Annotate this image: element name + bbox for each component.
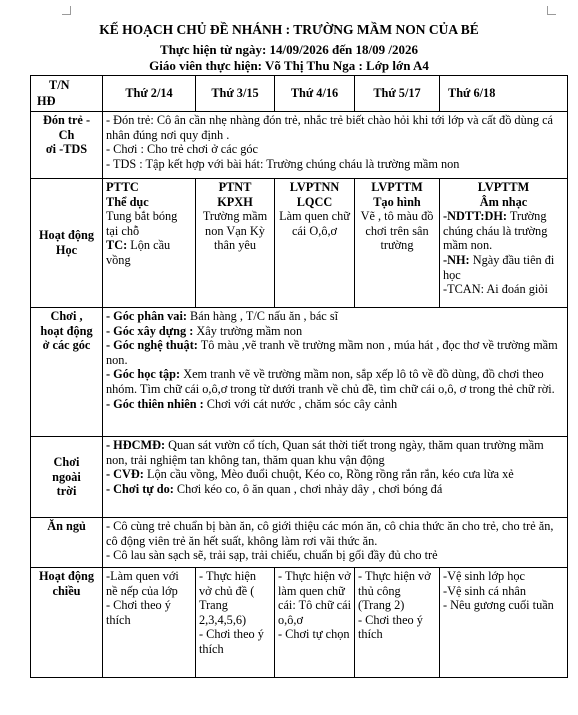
subject-code: LVPTNN bbox=[289, 180, 340, 194]
listen-label: -NH: bbox=[443, 252, 470, 267]
hoc-thu bbox=[355, 179, 440, 308]
subject-name: KPXH bbox=[217, 194, 253, 209]
label-line: Ch bbox=[58, 127, 75, 142]
activity-label: - Chơi tự do: bbox=[106, 481, 174, 496]
corner-label: - Góc nghệ thuật: bbox=[106, 338, 198, 353]
corner-bottom: HĐ bbox=[37, 94, 56, 108]
row-choi-goc bbox=[31, 308, 568, 437]
activity-label: - HĐCMĐ: bbox=[106, 438, 166, 452]
schedule-table bbox=[30, 75, 568, 678]
row-chieu bbox=[31, 568, 568, 678]
subject-code: LVPTTM bbox=[371, 180, 423, 194]
corner-text: Xây trường mầm non bbox=[193, 323, 303, 338]
text-line: - Cô lau sàn sạch sẽ, trải sạp, trải chiếu, chuẩn bị gối đầy đủ cho trẻ bbox=[106, 548, 438, 563]
teacher-info: Giáo viên thực hiện: Võ Thị Thu Nga : Lớp lớn A4 bbox=[149, 58, 429, 73]
content-don-tre bbox=[103, 112, 568, 179]
text-line: - Cô cùng trẻ chuẩn bị bàn ăn, cô giới thiệu các món ăn, cô chia thức ăn cho trẻ, cho trẻ ăn, cô động viên trẻ ăn hết suất, không làm rơi vãi thức ăn. bbox=[106, 519, 554, 548]
game-label: TC: bbox=[106, 238, 128, 253]
corner-top: T/N bbox=[49, 78, 70, 92]
subject-name: Thể dục bbox=[106, 194, 149, 209]
chieu-thu: - Thực hiện vở thủ công (Trang 2) - Chơi theo ý thích bbox=[355, 568, 440, 678]
subject-code: PTNT bbox=[218, 180, 252, 194]
row-an-ngu bbox=[31, 518, 568, 568]
lesson-text: Tung bắt bóng tại chỗ bbox=[106, 209, 178, 238]
corner-cell bbox=[31, 76, 103, 112]
day-header-wed: Thứ 4/16 bbox=[275, 76, 355, 112]
corner-label: - Góc thiên nhiên : bbox=[106, 396, 204, 411]
text-line: - TDS : Tập kết hợp với bài hát: Trường chúng cháu là trường mầm non bbox=[106, 156, 460, 171]
game-text: Lộn cầu vồng bbox=[106, 238, 171, 267]
corner-text: Chơi với cát nước , chăm sóc cây cảnh bbox=[203, 396, 398, 411]
hoc-mon bbox=[103, 179, 196, 308]
label-line: Đón trẻ - bbox=[42, 113, 91, 127]
label-line: Hoạt động bbox=[38, 228, 94, 243]
day-header-fri: Thứ 6/18 bbox=[440, 76, 568, 112]
label-line: Chơi bbox=[53, 455, 80, 470]
subject-name: Tạo hình bbox=[373, 194, 421, 209]
content-goc bbox=[103, 308, 568, 437]
listen-text: Ngày đầu tiên đi học bbox=[443, 252, 555, 282]
day-header-thu: Thứ 5/17 bbox=[355, 76, 440, 112]
chieu-wed: - Thực hiện vở làm quen chữ cái: Tô chữ cái o,ô,ơ - Chơi tự chọn bbox=[275, 568, 355, 678]
song-text: Trường chúng cháu là trường mầm non. bbox=[443, 209, 548, 253]
header-row bbox=[31, 76, 568, 112]
row-hoat-dong-hoc bbox=[31, 179, 568, 308]
day-header-mon: Thứ 2/14 bbox=[103, 76, 196, 112]
label-goc bbox=[31, 308, 103, 437]
subject-name: LQCC bbox=[296, 194, 333, 209]
label-line: trời bbox=[56, 484, 77, 499]
corner-label: - Góc phân vai: bbox=[106, 309, 187, 323]
label-line: chiều bbox=[52, 583, 81, 598]
label-line: Chơi , bbox=[50, 309, 83, 323]
page-corner-mark-left bbox=[62, 6, 71, 15]
activity-text: Chơi kéo co, ô ăn quan , chơi nhảy dây , chơi bóng đá bbox=[173, 481, 443, 496]
text-line: - Đón trẻ: Cô ân cần nhẹ nhàng đón trẻ, nhắc trẻ biết chào hỏi khi tới lớp và cất đồ dùng cá nhân đúng nơi quy định . bbox=[106, 113, 554, 142]
row-ngoai-troi bbox=[31, 437, 568, 518]
row-don-tre bbox=[31, 112, 568, 179]
label-line: ở các góc bbox=[42, 338, 91, 353]
content-ngoai-troi bbox=[103, 437, 568, 518]
lesson-text: Làm quen chữ cái O,ô,ơ bbox=[279, 209, 350, 238]
subject-code: PTTC bbox=[106, 180, 139, 194]
label-chieu bbox=[31, 568, 103, 678]
corner-text: Xem tranh vẽ về trường mầm non, sắp xếp lô tô về đồ dùng, đồ chơi theo nhóm. Tìm chữ cái o,ô,ơ trong từ dưới tranh về chủ đề, tìm chữ cái o,ô, ơ trong thẻ chữ rời. bbox=[106, 367, 555, 396]
lesson-text: Vẽ , tô màu đồ chơi trên sân trường bbox=[360, 209, 434, 253]
lesson-text: Trường mầm non Vạn Kỳ thân yêu bbox=[202, 209, 268, 253]
song-label: -NDTT:DH: bbox=[443, 209, 507, 224]
music-game-text: -TCAN: Ai đoán giỏi bbox=[443, 282, 548, 297]
label-line: ngoài bbox=[52, 469, 81, 484]
chieu-tue: - Thực hiện vở chủ đề ( Trang 2,3,4,5,6) - Chơi theo ý thích bbox=[196, 568, 275, 678]
activity-text: Quan sát vườn cổ tích, Quan sát thời tiết trong ngày, thăm quan trường mầm non, trải nghiệm tan không tan, thăm quan khu vận động bbox=[106, 438, 544, 467]
activity-text: Lộn cầu vồng, Mèo đuổi chuột, Kéo co, Rồng rồng rắn rắn, kéo cưa lừa xẻ bbox=[143, 467, 514, 482]
text-line: - Chơi : Cho trẻ chơi ở các góc bbox=[106, 142, 258, 157]
corner-label: - Góc học tập: bbox=[106, 367, 181, 382]
label-line: Hoạt động bbox=[38, 569, 94, 583]
chieu-mon: -Làm quen với nề nếp của lớp - Chơi theo ý thích bbox=[103, 568, 196, 678]
label-line: ơi -TDS bbox=[45, 142, 88, 157]
content-an-ngu bbox=[103, 518, 568, 568]
date-range: Thực hiện từ ngày: 14/09/2026 đến 18/09 /2026 bbox=[160, 42, 418, 57]
hoc-wed bbox=[275, 179, 355, 308]
plan-title: KẾ HOẠCH CHỦ ĐỀ NHÁNH : TRƯỜNG MẦM NON CỦA BÉ bbox=[99, 22, 479, 37]
chieu-fri: -Vệ sinh lớp học -Vệ sinh cá nhân - Nêu gương cuối tuần bbox=[440, 568, 568, 678]
label-an-ngu: Ăn ngủ bbox=[31, 518, 103, 568]
hoc-fri bbox=[440, 179, 568, 308]
activity-label: - CVĐ: bbox=[106, 467, 144, 482]
hoc-tue bbox=[196, 179, 275, 308]
day-header-tue: Thứ 3/15 bbox=[196, 76, 275, 112]
corner-label: - Góc xây dựng : bbox=[106, 323, 194, 338]
label-don-tre bbox=[31, 112, 103, 179]
corner-text: Tô màu ,vẽ tranh về trường mầm non , múa hát , đọc thơ về trường mầm non. bbox=[106, 338, 558, 367]
subject-code: LVPTTM bbox=[477, 180, 530, 194]
corner-text: Bán hàng , T/C nấu ăn , bác sĩ bbox=[186, 309, 339, 323]
label-ngoai-troi bbox=[31, 437, 103, 518]
label-hoc bbox=[31, 179, 103, 308]
label-line: Học bbox=[55, 243, 78, 257]
page-corner-mark-right bbox=[547, 6, 556, 15]
subject-name: Âm nhạc bbox=[479, 194, 528, 209]
label-line: hoạt động bbox=[40, 323, 93, 338]
